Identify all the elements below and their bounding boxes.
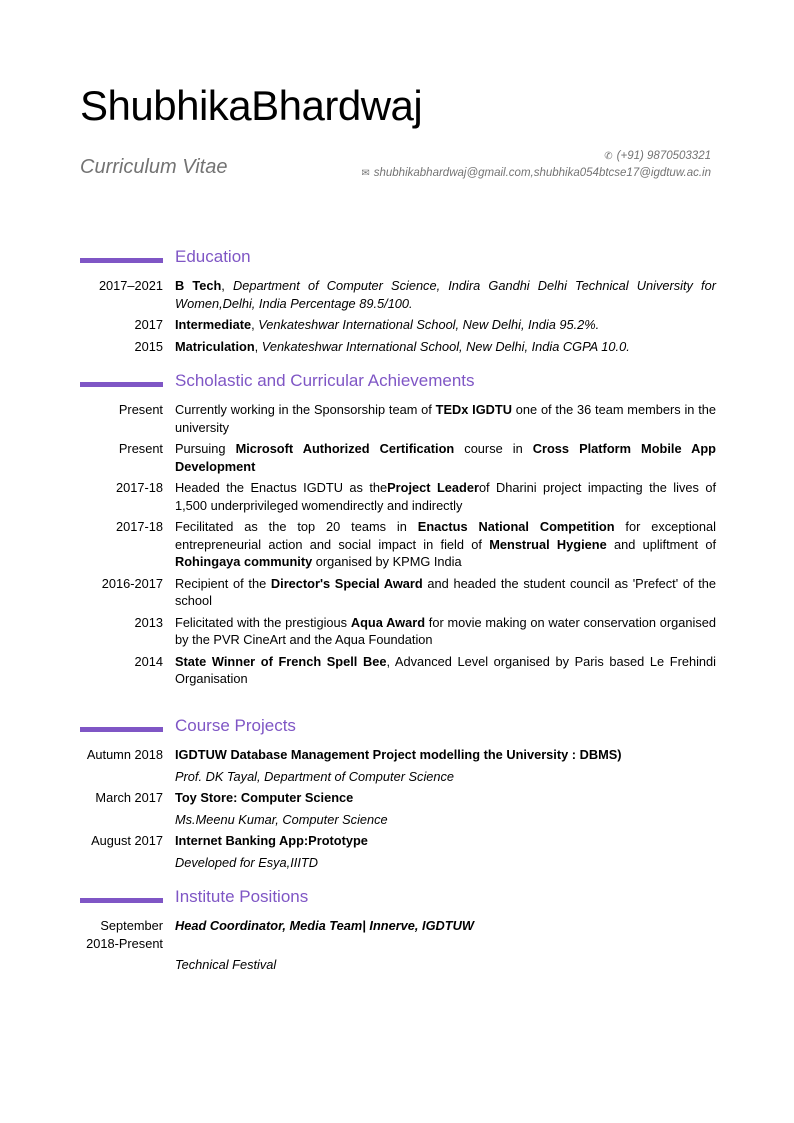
email-line: [361, 165, 711, 182]
text: Pursuing: [175, 441, 236, 456]
section-bar: [80, 898, 163, 903]
text: and headed the student council as 'Prefect' of the school: [175, 575, 716, 608]
education-entry: [80, 277, 716, 312]
entry-date: 2015: [134, 338, 163, 354]
highlight: Director's Special Award: [270, 575, 423, 591]
entry-date: 2013: [134, 614, 163, 630]
entry-date: 2014: [134, 653, 163, 669]
project-title: Toy Store: Computer Science: [175, 790, 354, 805]
cv-name: ShubhikaBhardwaj: [80, 82, 423, 129]
cv-subtitle: Curriculum Vitae: [80, 156, 228, 178]
achievement-entry: [80, 401, 716, 436]
highlight: Menstrual Hygiene: [489, 536, 607, 552]
text: for movie making on water conservation organised by the PVR CineArt and the Aqua Foundation: [175, 614, 717, 647]
detail: Venkateshwar International School, New Delhi, India 95.2%.: [258, 317, 600, 332]
education-entry: [80, 316, 716, 334]
entry-date: Autumn 2018: [86, 747, 163, 762]
achievement-entry: [80, 518, 716, 571]
section-title: Institute Positions: [175, 887, 309, 906]
achievement-entry: [80, 575, 716, 610]
project-entry: [80, 789, 716, 828]
entry-date: 2017-18: [116, 480, 163, 495]
education-entry: [80, 338, 716, 356]
phone-icon: ✆: [604, 151, 613, 162]
section-bar: [80, 382, 163, 387]
highlight: State Winner of French Spell Bee: [175, 653, 387, 669]
section-education: [80, 249, 716, 355]
entry-date: [80, 917, 175, 973]
entry-date: March 2017: [95, 790, 163, 805]
entry-date: 2017: [134, 317, 163, 332]
highlight: Microsoft Authorized Certification: [235, 441, 455, 456]
text: , Advanced Level organised by Paris based Le Frehindi Organisation: [175, 653, 716, 686]
section-bar: [80, 727, 163, 732]
degree: Matriculation: [175, 338, 255, 354]
degree: B Tech: [175, 278, 222, 293]
project-sub: Ms.Meenu Kumar, Computer Science: [175, 811, 388, 827]
entry-date: 2017-18: [116, 519, 163, 534]
achievement-entry: [80, 440, 716, 475]
text: Recipient of the: [175, 575, 271, 591]
project-sub: Developed for Esya,IIITD: [175, 854, 318, 870]
achievement-entry: [80, 614, 716, 649]
detail: Venkateshwar International School, New Delhi, India CGPA 10.0.: [261, 338, 630, 354]
sep: ,: [251, 317, 259, 332]
project-sub: Prof. DK Tayal, Department of Computer Science: [175, 768, 455, 784]
section-positions: [80, 889, 716, 973]
phone-line: [361, 148, 711, 165]
phone-number[interactable]: (+91) 9870503321: [616, 150, 711, 162]
achievement-entry: [80, 479, 716, 514]
email-address[interactable]: shubhikabhardwaj@gmail.com,shubhika054btcse17@igdtuw.ac.in: [373, 167, 711, 179]
degree: Intermediate: [175, 317, 252, 332]
achievement-entry: [80, 653, 716, 688]
sep: ,: [221, 278, 233, 293]
date-line: 2018-Present: [86, 935, 163, 951]
sep: ,: [254, 338, 262, 354]
entry-date: 2017–2021: [98, 278, 163, 293]
text: course in: [454, 441, 533, 456]
entry-date: Present: [118, 441, 163, 456]
text: Headed the Enactus IGDTU as the: [175, 480, 388, 495]
text: Currently working in the Sponsorship team of: [175, 402, 436, 417]
contact-block: [361, 148, 711, 182]
project-title: Internet Banking App:Prototype: [175, 833, 368, 848]
project-entry: [80, 746, 716, 785]
project-entry: [80, 832, 716, 871]
entry-date: Present: [118, 402, 163, 417]
text: organised by KPMG India: [312, 554, 462, 569]
section-title: Course Projects: [175, 716, 296, 735]
date-line: September: [100, 918, 163, 933]
project-title: IGDTUW Database Management Project modelling the University : DBMS): [175, 747, 622, 762]
highlight: Enactus National Competition: [417, 519, 615, 534]
text: and upliftment of: [606, 536, 717, 552]
section-header: [80, 373, 716, 397]
highlight: Cross Platform Mobile App Development: [175, 441, 717, 474]
text: of Dharini project impacting the lives of 1,500 underprivileged womendirectly and indirectly: [175, 480, 716, 513]
section-projects: [80, 718, 716, 871]
position-title: Head Coordinator, Media Team| Innerve, IGDTUW: [175, 918, 474, 933]
position-entry: [80, 917, 716, 973]
section-bar: [80, 258, 163, 263]
text: Fecilitated as the top 20 teams in: [175, 519, 418, 534]
entry-date: August 2017: [91, 833, 163, 848]
section-header: [80, 249, 716, 273]
text: for exceptional entrepreneurial action and social impact in field of: [175, 519, 716, 552]
highlight: Project Leader: [387, 480, 479, 495]
section-header: [80, 889, 716, 913]
envelope-icon: ✉: [361, 168, 370, 179]
section-header: [80, 718, 716, 742]
text: Felicitated with the prestigious: [175, 614, 351, 630]
highlight: TEDx IGDTU: [435, 402, 512, 417]
section-title: Scholastic and Curricular Achievements: [175, 371, 475, 390]
entry-date: 2016-2017: [101, 575, 163, 591]
position-sub: Technical Festival: [175, 956, 277, 972]
section-title: Education: [175, 247, 251, 266]
highlight: Rohingaya community: [175, 554, 313, 569]
highlight: Aqua Award: [350, 614, 426, 630]
detail: Department of Computer Science, Indira Gandhi Delhi Technical University for Women,Delhi, India Percentage 89.5/100.: [175, 278, 716, 311]
text: one of the 36 team members in the university: [175, 402, 716, 435]
section-achievements: [80, 373, 716, 688]
